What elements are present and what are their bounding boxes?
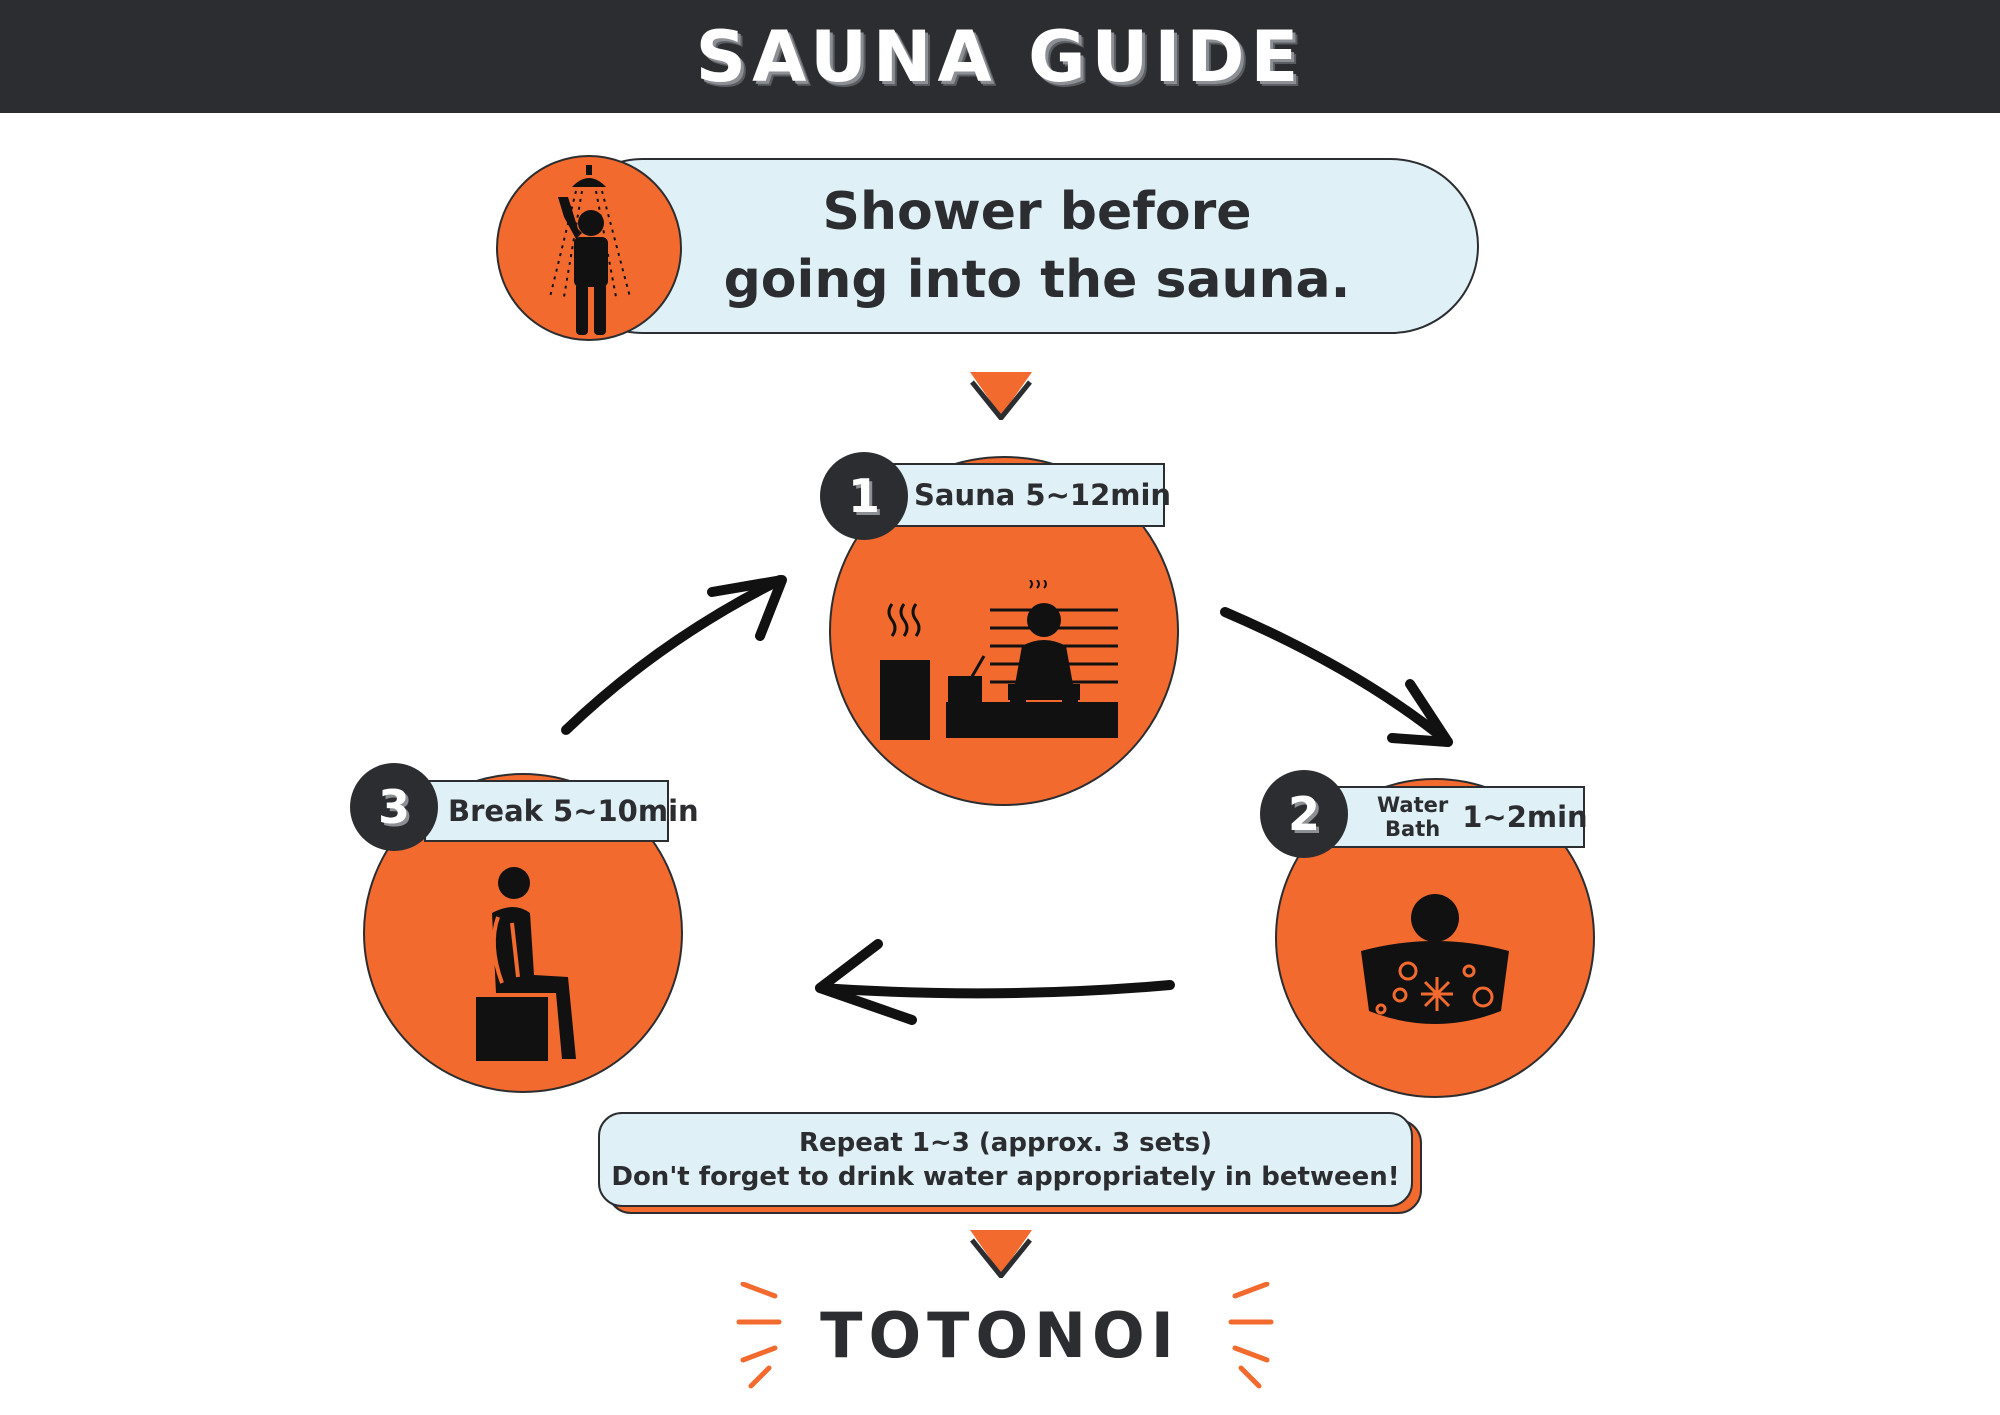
break-label-box [424,780,699,842]
down-arrow-icon [966,1224,1036,1278]
water-bath-small-label [1377,793,1448,841]
cycle-arrow-icon [820,985,1170,993]
step-1-badge: 1 [820,452,908,540]
step-3-badge: 3 [350,763,438,851]
page-title: SAUNA GUIDE [695,15,1305,98]
repeat-line-1: Repeat 1~3 (approx. 3 sets) [798,1127,1213,1158]
shower-line-2: going into the sauna. [723,250,1351,310]
water-bath-time-label: 1~2min [1462,800,1588,834]
cycle-arrow-head-icon [1392,684,1448,742]
totonoi-title: TOTONOI [820,1298,1180,1372]
sauna-label-box [892,463,1172,527]
water-bath-label-box [1331,786,1588,848]
cycle-arrow-head-icon [820,944,912,1020]
water-label-line-2: Bath [1385,817,1441,841]
shower-line-1: Shower before [822,182,1252,242]
step-2-badge: 2 [1260,770,1348,858]
cycle-arrow-icon [566,580,780,730]
break-label: Break 5~10min [448,794,699,828]
sauna-label: Sauna 5~12min [914,478,1172,512]
repeat-note [598,1112,1413,1207]
repeat-line-2: Don't forget to drink water appropriately in between! [611,1161,1400,1192]
water-label-line-1: Water [1377,793,1449,817]
cycle-arrow-icon [1225,612,1448,742]
